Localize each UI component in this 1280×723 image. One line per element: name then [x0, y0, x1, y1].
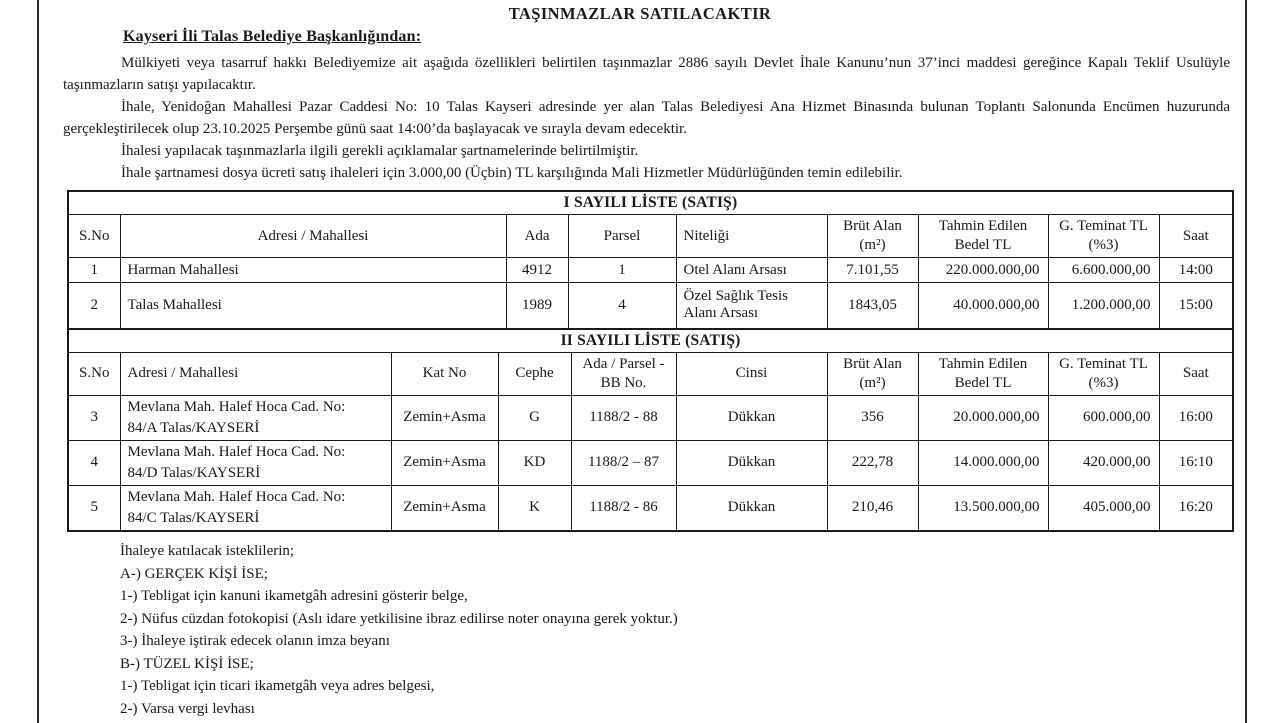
column-header: Brüt Alan (m²) — [827, 215, 918, 258]
cell-address: Mevlana Mah. Halef Hoca Cad. No: 84/D Talas/KAYSERİ — [120, 440, 391, 485]
cell-time: 16:00 — [1159, 395, 1233, 440]
column-header: Ada / Parsel - BB No. — [571, 352, 676, 395]
table2-title: II SAYILI LİSTE (SATIŞ) — [68, 329, 1233, 353]
footer-line: İhaleye katılacak isteklilerin; — [120, 543, 295, 559]
cell-time: 15:00 — [1159, 283, 1233, 329]
page-left-border — [37, 0, 39, 723]
cell-sno: 4 — [68, 440, 120, 485]
section-heading: Kayseri İli Talas Belediye Başkanlığından: — [123, 28, 422, 45]
column-header: Niteliği — [676, 215, 827, 258]
footer-line: 1-) Tebligat için kanuni ikametgâh adresini gösterir belge, — [120, 588, 468, 604]
column-header: Cephe — [498, 352, 571, 395]
column-header: Ada — [506, 215, 568, 258]
cell-sno: 1 — [68, 258, 120, 283]
intro-paragraphs — [63, 52, 1230, 184]
cell-type: Dükkan — [676, 440, 827, 485]
table-row — [68, 395, 1233, 440]
participation-requirements — [120, 540, 1180, 720]
cell-floor: Zemin+Asma — [391, 440, 498, 485]
cell-address: Mevlana Mah. Halef Hoca Cad. No: 84/C Talas/KAYSERİ — [120, 485, 391, 531]
cell-facade: KD — [498, 440, 571, 485]
cell-price: 40.000.000,00 — [918, 283, 1048, 329]
cell-sno: 3 — [68, 395, 120, 440]
cell-address: Harman Mahallesi — [120, 258, 506, 283]
footer-line: A-) GERÇEK KİŞİ İSE; — [120, 565, 268, 582]
cell-area: 210,46 — [827, 485, 918, 531]
column-header: Tahmin Edilen Bedel TL — [918, 352, 1048, 395]
table-list-1 — [67, 190, 1234, 330]
cell-address: Mevlana Mah. Halef Hoca Cad. No: 84/A Talas/KAYSERİ — [120, 395, 391, 440]
table1-title: I SAYILI LİSTE (SATIŞ) — [68, 191, 1233, 215]
cell-area: 356 — [827, 395, 918, 440]
page-title: TAŞINMAZLAR SATILACAKTIR — [508, 4, 772, 23]
column-header: Adresi / Mahallesi — [120, 352, 391, 395]
table1-header-row — [68, 215, 1233, 258]
cell-ada-parsel: 1188/2 - 88 — [571, 395, 676, 440]
table-row — [68, 440, 1233, 485]
table-row — [68, 485, 1233, 531]
cell-type: Dükkan — [676, 395, 827, 440]
footer-line: 1-) Tebligat için ticari ikametgâh veya adres belgesi, — [120, 678, 435, 694]
cell-ada-parsel: 1188/2 – 87 — [571, 440, 676, 485]
cell-deposit: 6.600.000,00 — [1048, 258, 1159, 283]
table-row — [68, 258, 1233, 283]
cell-floor: Zemin+Asma — [391, 485, 498, 531]
cell-floor: Zemin+Asma — [391, 395, 498, 440]
cell-price: 13.500.000,00 — [918, 485, 1048, 531]
cell-ada-parsel: 1188/2 - 86 — [571, 485, 676, 531]
cell-time: 14:00 — [1159, 258, 1233, 283]
footer-line: B-) TÜZEL KİŞİ İSE; — [120, 655, 254, 672]
cell-area: 7.101,55 — [827, 258, 918, 283]
table-row — [68, 283, 1233, 329]
cell-sno: 5 — [68, 485, 120, 531]
cell-deposit: 405.000,00 — [1048, 485, 1159, 531]
footer-line: 2-) Nüfus cüzdan fotokopisi (Aslı idare yetkilisine ibraz edilirse noter onayına gerek yoktur.) — [120, 610, 678, 627]
cell-price: 20.000.000,00 — [918, 395, 1048, 440]
cell-price: 14.000.000,00 — [918, 440, 1048, 485]
cell-time: 16:10 — [1159, 440, 1233, 485]
cell-parsel: 1 — [568, 258, 676, 283]
column-header: Parsel — [568, 215, 676, 258]
cell-area: 1843,05 — [827, 283, 918, 329]
cell-parsel: 4 — [568, 283, 676, 329]
cell-sno: 2 — [68, 283, 120, 329]
footer-line: 3-) İhaleye iştirak edecek olanın imza beyanı — [120, 633, 390, 649]
footer-line: 2-) Varsa vergi levhası — [120, 700, 255, 717]
cell-type: Dükkan — [676, 485, 827, 531]
cell-price: 220.000.000,00 — [918, 258, 1048, 283]
table2-header-row — [68, 352, 1233, 395]
column-header: Tahmin Edilen Bedel TL — [918, 215, 1048, 258]
cell-facade: G — [498, 395, 571, 440]
cell-nitelik: Özel Sağlık Tesis Alanı Arsası — [676, 283, 827, 329]
paragraph-law: Mülkiyeti veya tasarruf hakkı Belediyemize ait aşağıda özellikleri belirtilen taşınmazlar 2886 sayılı Devlet İhale Kanunu’nun 37’inci maddesi gereğince Kapalı Teklif Usulüyle taşınmazların satışı yapılacaktır. — [63, 55, 1230, 93]
sale-tables — [67, 190, 1232, 532]
column-header: Cinsi — [676, 352, 827, 395]
paragraph-specs: İhalesi yapılacak taşınmazlarla ilgili gerekli açıklamalar şartnamelerinde belirtilmiştir. — [121, 143, 639, 159]
column-header: Brüt Alan (m²) — [827, 352, 918, 395]
column-header: Saat — [1159, 215, 1233, 258]
cell-deposit: 600.000,00 — [1048, 395, 1159, 440]
column-header: S.No — [68, 215, 120, 258]
cell-ada: 4912 — [506, 258, 568, 283]
cell-deposit: 1.200.000,00 — [1048, 283, 1159, 329]
cell-nitelik: Otel Alanı Arsası — [676, 258, 827, 283]
cell-deposit: 420.000,00 — [1048, 440, 1159, 485]
column-header: Saat — [1159, 352, 1233, 395]
cell-area: 222,78 — [827, 440, 918, 485]
column-header: G. Teminat TL (%3) — [1048, 215, 1159, 258]
page-right-border — [1245, 0, 1247, 723]
column-header: G. Teminat TL (%3) — [1048, 352, 1159, 395]
cell-facade: K — [498, 485, 571, 531]
cell-ada: 1989 — [506, 283, 568, 329]
column-header: Adresi / Mahallesi — [120, 215, 506, 258]
table-list-2 — [67, 328, 1234, 532]
paragraph-venue: İhale, Yenidoğan Mahallesi Pazar Caddesi No: 10 Talas Kayseri adresinde yer alan Talas Belediyesi Ana Hizmet Binasında bulunan Toplantı Salonunda Encümen huzurunda gerçekleştirilecek olup 23.10.2025 Perşembe günü saat 14:00’da başlayacak ve sırayla devam edecektir. — [63, 99, 1230, 137]
cell-time: 16:20 — [1159, 485, 1233, 531]
paragraph-fee: İhale şartnamesi dosya ücreti satış ihaleleri için 3.000,00 (Üçbin) TL karşılığında Mali Hizmetler Müdürlüğünden temin edilebilir. — [121, 165, 903, 181]
cell-address: Talas Mahallesi — [120, 283, 506, 329]
column-header: Kat No — [391, 352, 498, 395]
column-header: S.No — [68, 352, 120, 395]
